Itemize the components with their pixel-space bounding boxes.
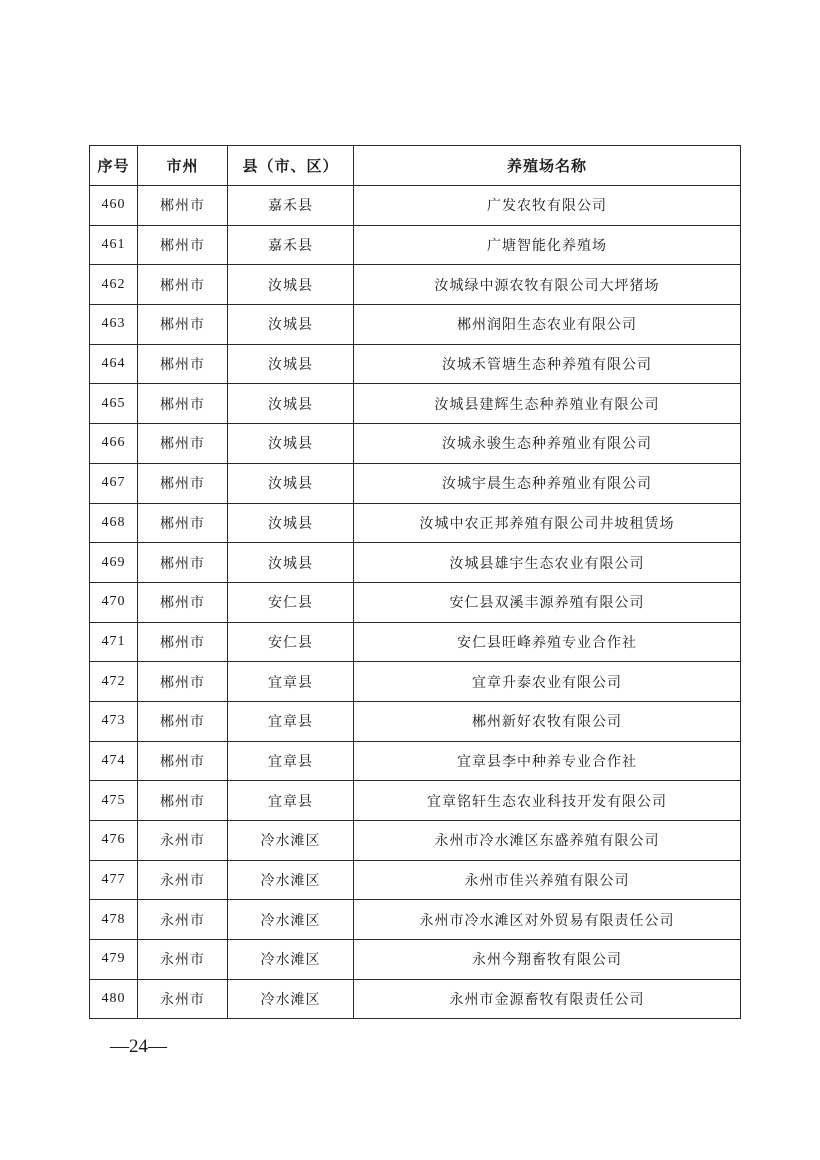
- cell-serial-number: 463: [90, 305, 138, 345]
- cell-serial-number: 480: [90, 979, 138, 1019]
- cell-city: 郴州市: [138, 582, 228, 622]
- table-row: [90, 781, 741, 821]
- cell-county: 嘉禾县: [228, 225, 354, 265]
- cell-farm-name: 广发农牧有限公司: [354, 186, 741, 226]
- cell-city: 郴州市: [138, 344, 228, 384]
- cell-farm-name: 汝城中农正邦养殖有限公司井坡租赁场: [354, 503, 741, 543]
- cell-county: 安仁县: [228, 582, 354, 622]
- table-row: [90, 503, 741, 543]
- table-row: [90, 940, 741, 980]
- cell-county: 宜章县: [228, 781, 354, 821]
- cell-county: 冷水滩区: [228, 900, 354, 940]
- cell-city: 郴州市: [138, 305, 228, 345]
- cell-county: 安仁县: [228, 622, 354, 662]
- table-row: [90, 821, 741, 861]
- cell-serial-number: 467: [90, 463, 138, 503]
- cell-city: 永州市: [138, 860, 228, 900]
- cell-farm-name: 永州今翔畜牧有限公司: [354, 940, 741, 980]
- table-row: [90, 622, 741, 662]
- cell-farm-name: 郴州润阳生态农业有限公司: [354, 305, 741, 345]
- cell-farm-name: 安仁县双溪丰源养殖有限公司: [354, 582, 741, 622]
- table-body: [90, 186, 741, 1019]
- cell-city: 郴州市: [138, 622, 228, 662]
- cell-farm-name: 汝城宇晨生态种养殖业有限公司: [354, 463, 741, 503]
- cell-farm-name: 永州市金源畜牧有限责任公司: [354, 979, 741, 1019]
- cell-farm-name: 宜章升泰农业有限公司: [354, 662, 741, 702]
- cell-farm-name: 汝城禾管塘生态种养殖有限公司: [354, 344, 741, 384]
- cell-serial-number: 474: [90, 741, 138, 781]
- cell-serial-number: 460: [90, 186, 138, 226]
- table-row: [90, 701, 741, 741]
- cell-county: 嘉禾县: [228, 186, 354, 226]
- table-row: [90, 424, 741, 464]
- table-row: [90, 741, 741, 781]
- cell-serial-number: 477: [90, 860, 138, 900]
- header-serial-number: 序号: [90, 146, 138, 186]
- cell-serial-number: 479: [90, 940, 138, 980]
- header-city: 市州: [138, 146, 228, 186]
- cell-city: 郴州市: [138, 701, 228, 741]
- cell-serial-number: 473: [90, 701, 138, 741]
- cell-city: 郴州市: [138, 265, 228, 305]
- page-number: —24—: [110, 1036, 167, 1057]
- cell-county: 汝城县: [228, 463, 354, 503]
- cell-county: 汝城县: [228, 503, 354, 543]
- cell-serial-number: 462: [90, 265, 138, 305]
- cell-city: 郴州市: [138, 503, 228, 543]
- cell-serial-number: 465: [90, 384, 138, 424]
- table-row: [90, 344, 741, 384]
- table-row: [90, 860, 741, 900]
- table-row: [90, 582, 741, 622]
- cell-city: 永州市: [138, 940, 228, 980]
- cell-city: 郴州市: [138, 543, 228, 583]
- cell-city: 永州市: [138, 979, 228, 1019]
- cell-serial-number: 471: [90, 622, 138, 662]
- cell-county: 宜章县: [228, 701, 354, 741]
- cell-serial-number: 468: [90, 503, 138, 543]
- cell-county: 冷水滩区: [228, 940, 354, 980]
- cell-serial-number: 470: [90, 582, 138, 622]
- cell-city: 永州市: [138, 821, 228, 861]
- cell-farm-name: 永州市冷水滩区对外贸易有限责任公司: [354, 900, 741, 940]
- cell-county: 汝城县: [228, 543, 354, 583]
- cell-county: 宜章县: [228, 741, 354, 781]
- cell-farm-name: 汝城县建辉生态种养殖业有限公司: [354, 384, 741, 424]
- farm-list-table: [89, 145, 741, 1019]
- cell-serial-number: 472: [90, 662, 138, 702]
- cell-serial-number: 464: [90, 344, 138, 384]
- table-row: [90, 979, 741, 1019]
- cell-county: 宜章县: [228, 662, 354, 702]
- cell-city: 郴州市: [138, 463, 228, 503]
- cell-city: 郴州市: [138, 781, 228, 821]
- table-row: [90, 463, 741, 503]
- table-row: [90, 225, 741, 265]
- cell-farm-name: 安仁县旺峰养殖专业合作社: [354, 622, 741, 662]
- cell-county: 汝城县: [228, 305, 354, 345]
- table-row: [90, 186, 741, 226]
- table-row: [90, 662, 741, 702]
- table-row: [90, 543, 741, 583]
- table-row: [90, 305, 741, 345]
- cell-county: 冷水滩区: [228, 821, 354, 861]
- cell-city: 永州市: [138, 900, 228, 940]
- cell-serial-number: 475: [90, 781, 138, 821]
- table-row: [90, 384, 741, 424]
- cell-serial-number: 461: [90, 225, 138, 265]
- cell-county: 汝城县: [228, 265, 354, 305]
- cell-city: 郴州市: [138, 424, 228, 464]
- cell-county: 汝城县: [228, 344, 354, 384]
- cell-county: 汝城县: [228, 424, 354, 464]
- cell-farm-name: 宜章县李中种养专业合作社: [354, 741, 741, 781]
- cell-serial-number: 476: [90, 821, 138, 861]
- cell-farm-name: 宜章铭轩生态农业科技开发有限公司: [354, 781, 741, 821]
- cell-farm-name: 郴州新好农牧有限公司: [354, 701, 741, 741]
- cell-serial-number: 469: [90, 543, 138, 583]
- cell-city: 郴州市: [138, 186, 228, 226]
- header-row: [90, 146, 741, 186]
- cell-county: 冷水滩区: [228, 979, 354, 1019]
- header-farm-name: 养殖场名称: [354, 146, 741, 186]
- cell-city: 郴州市: [138, 741, 228, 781]
- cell-serial-number: 478: [90, 900, 138, 940]
- cell-city: 郴州市: [138, 225, 228, 265]
- cell-farm-name: 永州市佳兴养殖有限公司: [354, 860, 741, 900]
- table-row: [90, 265, 741, 305]
- cell-county: 冷水滩区: [228, 860, 354, 900]
- cell-farm-name: 汝城县雄宇生态农业有限公司: [354, 543, 741, 583]
- cell-farm-name: 汝城绿中源农牧有限公司大坪猪场: [354, 265, 741, 305]
- table-header: [90, 146, 741, 186]
- cell-farm-name: 广塘智能化养殖场: [354, 225, 741, 265]
- cell-county: 汝城县: [228, 384, 354, 424]
- cell-city: 郴州市: [138, 662, 228, 702]
- header-county: 县（市、区）: [228, 146, 354, 186]
- cell-farm-name: 汝城永骏生态种养殖业有限公司: [354, 424, 741, 464]
- table-row: [90, 900, 741, 940]
- cell-farm-name: 永州市冷水滩区东盛养殖有限公司: [354, 821, 741, 861]
- cell-serial-number: 466: [90, 424, 138, 464]
- cell-city: 郴州市: [138, 384, 228, 424]
